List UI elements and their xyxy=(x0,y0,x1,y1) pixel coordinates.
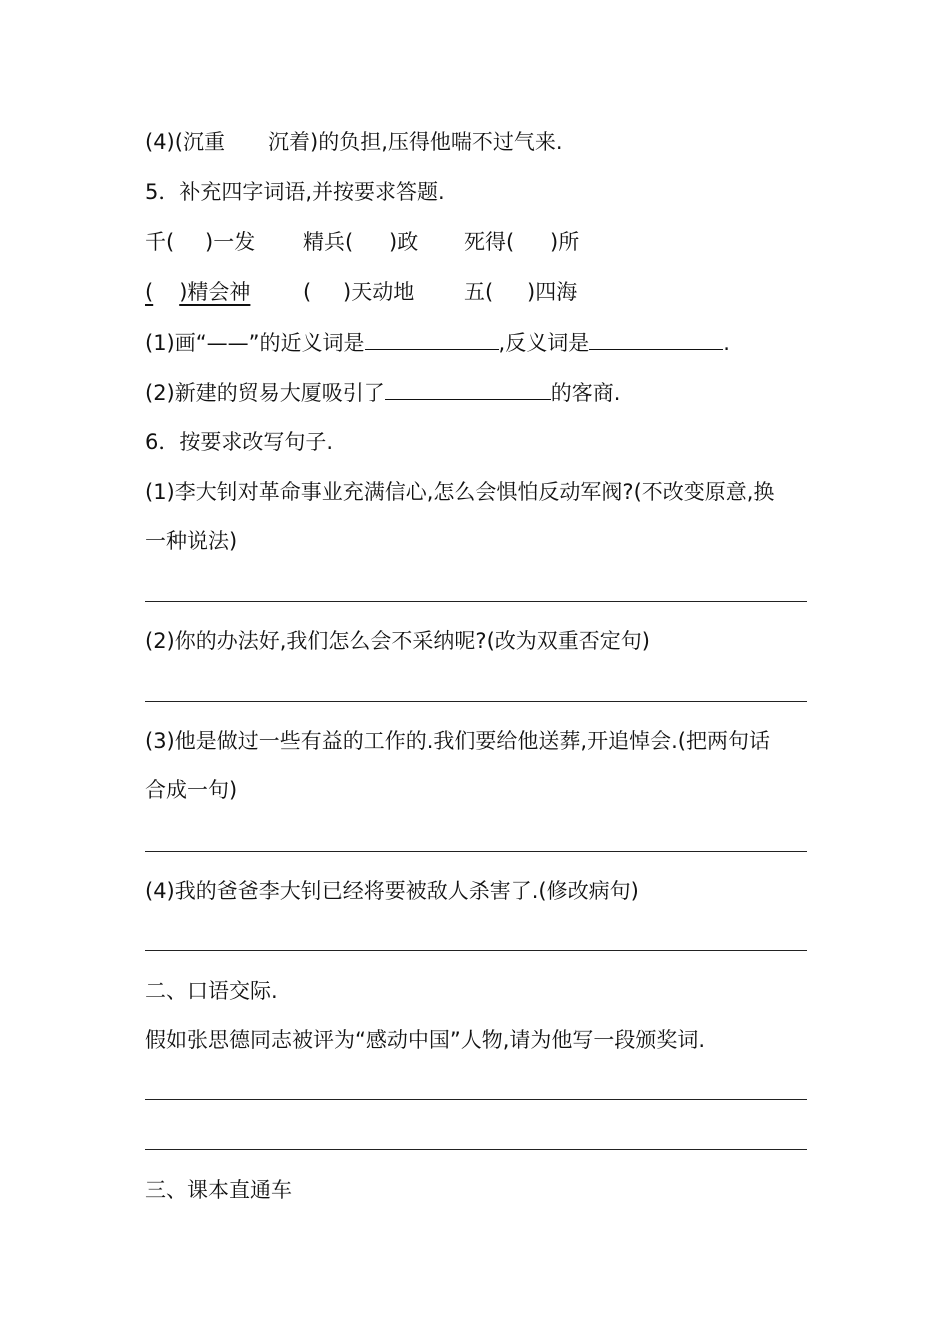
idiom-5-a: ( xyxy=(303,280,312,304)
idiom-2-b: )政 xyxy=(389,230,419,254)
idiom-5-b: )天动地 xyxy=(343,280,415,304)
q5-sub1-end: . xyxy=(723,331,730,355)
section2-title: 二、口语交际. xyxy=(145,979,278,1003)
q4-item4-prefix: (4)(沉重 xyxy=(145,130,225,154)
antonym-blank[interactable] xyxy=(589,327,723,350)
section2-prompt: 假如张思德同志被评为“感动中国”人物,请为他写一段颁奖词. xyxy=(145,1028,706,1052)
q5-title: 5．补充四字词语,并按要求答题. xyxy=(145,180,445,204)
q4-item4 xyxy=(145,127,815,157)
q6-s1-line1: (1)李大钊对革命事业充满信心,怎么会惧怕反动军阀?(不改变原意,换 xyxy=(145,480,775,504)
q6-s1-line2: 一种说法) xyxy=(145,529,238,553)
idiom-1-a: 千( xyxy=(145,230,175,254)
q4-item4-option2: 沉着)的负担,压得他喘不过气来. xyxy=(268,130,563,154)
idiom-2-a: 精兵( xyxy=(303,230,354,254)
idiom-3-a: 死得( xyxy=(464,230,515,254)
q5-sub2 xyxy=(145,377,815,408)
q6-s2: (2)你的办法好,我们怎么会不采纳呢?(改为双重否定句) xyxy=(145,629,650,653)
q6-s3-line2: 合成一句) xyxy=(145,778,238,802)
merchants-blank[interactable] xyxy=(385,377,551,400)
idiom-4-b: )精会神 xyxy=(179,280,251,304)
idiom-1-b: )一发 xyxy=(205,230,256,254)
idiom-4 xyxy=(145,277,259,307)
section3-title: 三、课本直通车 xyxy=(145,1178,292,1202)
q5-sub1-text: (1)画“——”的近义词是 xyxy=(145,331,365,355)
q6-title: 6．按要求改写句子. xyxy=(145,430,334,454)
idiom-3-b: )所 xyxy=(550,230,580,254)
answer-line-2[interactable] xyxy=(145,701,807,702)
q5-sub1-mid: ,反义词是 xyxy=(498,331,590,355)
idiom-4-a: ( xyxy=(145,280,154,304)
answer-line-6[interactable] xyxy=(145,1149,807,1150)
answer-line-1[interactable] xyxy=(145,601,807,602)
q6-s3-line1: (3)他是做过一些有益的工作的.我们要给他送葬,开追悼会.(把两句话 xyxy=(145,729,770,753)
idiom-6-a: 五( xyxy=(464,280,494,304)
answer-line-3[interactable] xyxy=(145,851,807,852)
q5-sub1 xyxy=(145,327,815,358)
q5-sub2-text: (2)新建的贸易大厦吸引了 xyxy=(145,381,385,405)
q5-sub2-end: 的客商. xyxy=(550,381,621,405)
answer-line-5[interactable] xyxy=(145,1099,807,1100)
synonym-blank[interactable] xyxy=(365,327,499,350)
answer-line-4[interactable] xyxy=(145,950,807,951)
idiom-6-b: )四海 xyxy=(527,280,578,304)
q6-s4: (4)我的爸爸李大钊已经将要被敌人杀害了.(修改病句) xyxy=(145,879,639,903)
